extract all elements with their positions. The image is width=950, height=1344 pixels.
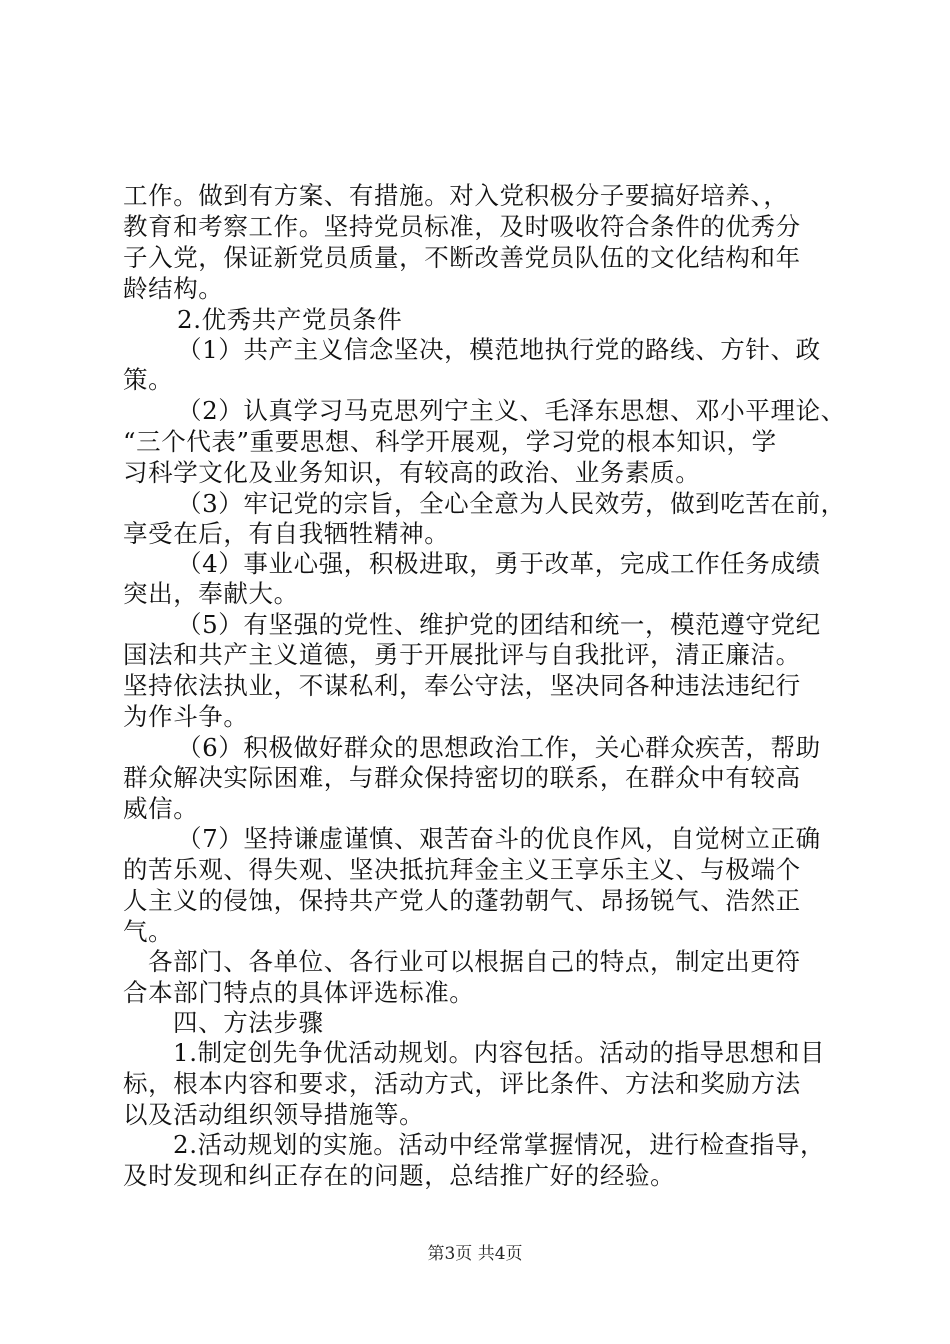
text-line: （1）共产主义信念坚决，模范地执行党的路线、方针、政	[177, 335, 821, 364]
text-line: 1.制定创先争优活动规划。内容包括。活动的指导思想和目	[173, 1038, 826, 1067]
text-line: 及时发现和纠正存在的问题，总结推广好的经验。	[123, 1161, 676, 1190]
text-line: 教育和考察工作。坚持党员标准，及时吸收符合条件的优秀分	[123, 212, 801, 241]
text-line: 人主义的侵蚀，保持共产党人的蓬勃朝气、昂扬锐气、浩然正	[123, 886, 801, 915]
text-line: 策。	[123, 365, 174, 394]
text-line: 各部门、各单位、各行业可以根据自己的特点，制定出更符	[148, 947, 801, 976]
text-line: （7）坚持谦虚谨慎、艰苦奋斗的优良作风，自觉树立正确	[177, 824, 821, 853]
text-line: （5）有坚强的党性、维护党的团结和统一，模范遵守党纪	[177, 610, 821, 639]
text-line: 为作斗争。	[123, 702, 249, 731]
text-line: （6）积极做好群众的思想政治工作，关心群众疾苦，帮助	[177, 733, 821, 762]
text-line: 享受在后，有自我牺牲精神。	[123, 519, 450, 548]
text-line: （4）事业心强，积极进取，勇于改革，完成工作任务成绩	[177, 549, 821, 578]
page-number-footer: 第3页 共4页	[427, 1244, 523, 1264]
section-heading: 四、方法步骤	[173, 1008, 324, 1037]
text-line: 国法和共产主义道德，勇于开展批评与自我批评，清正廉洁。	[123, 640, 801, 669]
text-line: 龄结构。	[123, 274, 224, 303]
text-line: 工作。做到有方案、有措施。对入党积极分子要搞好培养、，	[123, 181, 789, 210]
text-line: 标，根本内容和要求，活动方式，评比条件、方法和奖励方法	[123, 1069, 801, 1098]
text-line: 习科学文化及业务知识，有较高的政治、业务素质。	[123, 458, 701, 487]
text-line: 坚持依法执业，不谋私利，奉公守法，坚决同各种违法违纪行	[123, 671, 801, 700]
text-line: 气。	[123, 917, 174, 946]
text-line: （2）认真学习马克思列宁主义、毛泽东思想、邓小平理论、	[177, 396, 846, 425]
section-heading: 2.优秀共产党员条件	[177, 305, 403, 334]
text-line: 2.活动规划的实施。活动中经常掌握情况，进行检查指导，	[173, 1130, 826, 1159]
text-line: “三个代表”重要思想、科学开展观，学习党的根本知识，学	[123, 427, 777, 456]
text-line: （3）牢记党的宗旨，全心全意为人民效劳，做到吃苦在前，	[177, 489, 846, 518]
text-line: 群众解决实际困难，与群众保持密切的联系，在群众中有较高	[123, 763, 801, 792]
text-line: 的苦乐观、得失观、坚决抵抗拜金主义王享乐主义、与极端个	[123, 855, 801, 884]
text-line: 子入党，保证新党员质量，不断改善党员队伍的文化结构和年	[123, 243, 801, 272]
text-line: 突出，奉献大。	[123, 579, 299, 608]
text-line: 以及活动组织领导措施等。	[123, 1100, 425, 1129]
text-line: 合本部门特点的具体评选标准。	[123, 978, 475, 1007]
text-line: 威信。	[123, 794, 199, 823]
